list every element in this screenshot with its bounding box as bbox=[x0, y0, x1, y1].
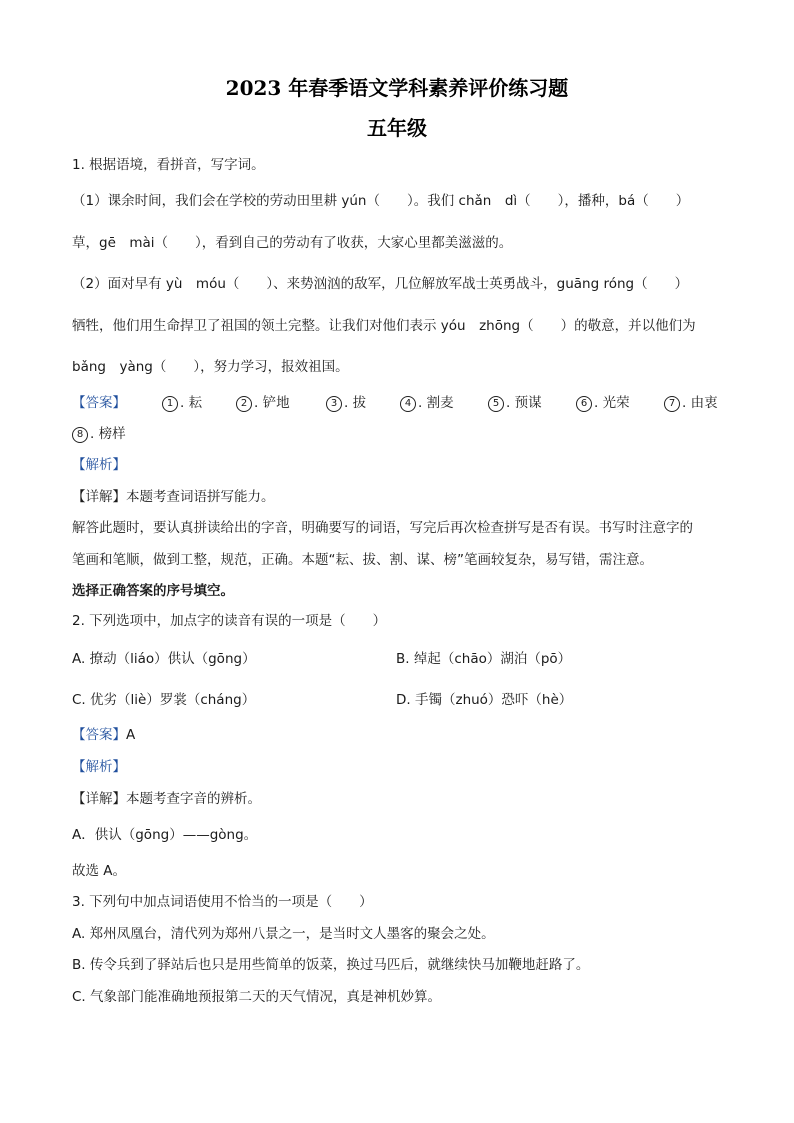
q1-para2-line3: bǎng yàng（ ），努力学习，报效祖国。 bbox=[72, 359, 349, 375]
q3-option-c: C. 气象部门能准确地预报第二天的天气情况，真是神机妙算。 bbox=[72, 989, 442, 1005]
q2-option-d: D. 手镯（zhuó）恐吓（hè） bbox=[396, 692, 573, 708]
q1-explain-line2: 笔画和笔顺，做到工整，规范，正确。本题“耘、拔、割、谋、榜”笔画较复杂，易写错，需注意。 bbox=[72, 552, 653, 568]
q2-option-c: C. 优劣（liè）罗裳（cháng） bbox=[72, 692, 256, 708]
answer-label: 【答案】 bbox=[72, 395, 126, 411]
answer-item: 5 . 预谋 bbox=[488, 391, 542, 412]
q1-answer-row bbox=[72, 391, 126, 411]
q2-answer-row bbox=[72, 723, 135, 743]
answer-item: 7 . 由衷 bbox=[664, 391, 718, 412]
grade-title: 五年级 bbox=[367, 116, 427, 140]
q3-stem: 3. 下列句中加点词语使用不恰当的一项是（ ） bbox=[72, 894, 373, 910]
section-heading: 选择正确答案的序号填空。 bbox=[72, 583, 234, 599]
answer-item: 6 . 光荣 bbox=[576, 391, 630, 412]
answer-item: 4 . 割麦 bbox=[400, 391, 454, 412]
answer-label: 【答案】 bbox=[72, 727, 126, 743]
answer-item: 1 . 耘 bbox=[162, 391, 202, 412]
q3-option-b: B. 传令兵到了驿站后也只是用些简单的饭菜，换过马匹后，就继续快马加鞭地赶路了。 bbox=[72, 957, 590, 973]
q1-para2-line1: （2）面对早有 yù móu（ ）、来势汹汹的敌军，几位解放军战士英勇战斗，guāng róng（ ） bbox=[72, 276, 689, 292]
q2-option-b: B. 绰起（chāo）湖泊（pō） bbox=[396, 651, 572, 667]
q2-stem: 2. 下列选项中，加点字的读音有误的一项是（ ） bbox=[72, 613, 387, 629]
q2-explain: A．供认（gōng）——gòng。 bbox=[72, 827, 258, 843]
answer-item: 2 . 铲地 bbox=[236, 391, 290, 412]
q1-para1-line1: （1）课余时间，我们会在学校的劳动田里耕 yún（ ）。我们 chǎn dì（ ），播种，bá（ ） bbox=[72, 193, 690, 209]
document-title: 2023 年春季语文学科素养评价练习题 bbox=[225, 76, 569, 100]
answer-value: A bbox=[126, 727, 136, 743]
q1-explain-line1: 解答此题时，要认真拼读给出的字音，明确要写的词语，写完后再次检查拼写是否有误。书写时注意字的 bbox=[72, 520, 693, 536]
q3-option-a: A. 郑州凤凰台，清代列为郑州八景之一，是当时文人墨客的聚会之处。 bbox=[72, 926, 495, 942]
q1-analysis-label: 【解析】 bbox=[72, 457, 126, 473]
q2-option-a: A. 撩动（liáo）供认（gōng） bbox=[72, 651, 256, 667]
q2-detail: 【详解】本题考查字音的辨析。 bbox=[72, 791, 261, 807]
q2-analysis-label: 【解析】 bbox=[72, 759, 126, 775]
answer-item: 3 . 拔 bbox=[326, 391, 366, 412]
answer-item: 8 . 榜样 bbox=[72, 422, 126, 443]
q1-detail: 【详解】本题考查词语拼写能力。 bbox=[72, 489, 275, 505]
q1-para1-line2: 草，gē mài（ ），看到自己的劳动有了收获，大家心里都美滋滋的。 bbox=[72, 235, 513, 251]
q2-conclusion: 故选 A。 bbox=[72, 863, 127, 879]
q1-stem: 1. 根据语境，看拼音，写字词。 bbox=[72, 157, 265, 173]
q1-para2-line2: 牺牲，他们用生命捍卫了祖国的领土完整。让我们对他们表示 yóu zhōng（ ）的敬意，并以他们为 bbox=[72, 318, 696, 334]
